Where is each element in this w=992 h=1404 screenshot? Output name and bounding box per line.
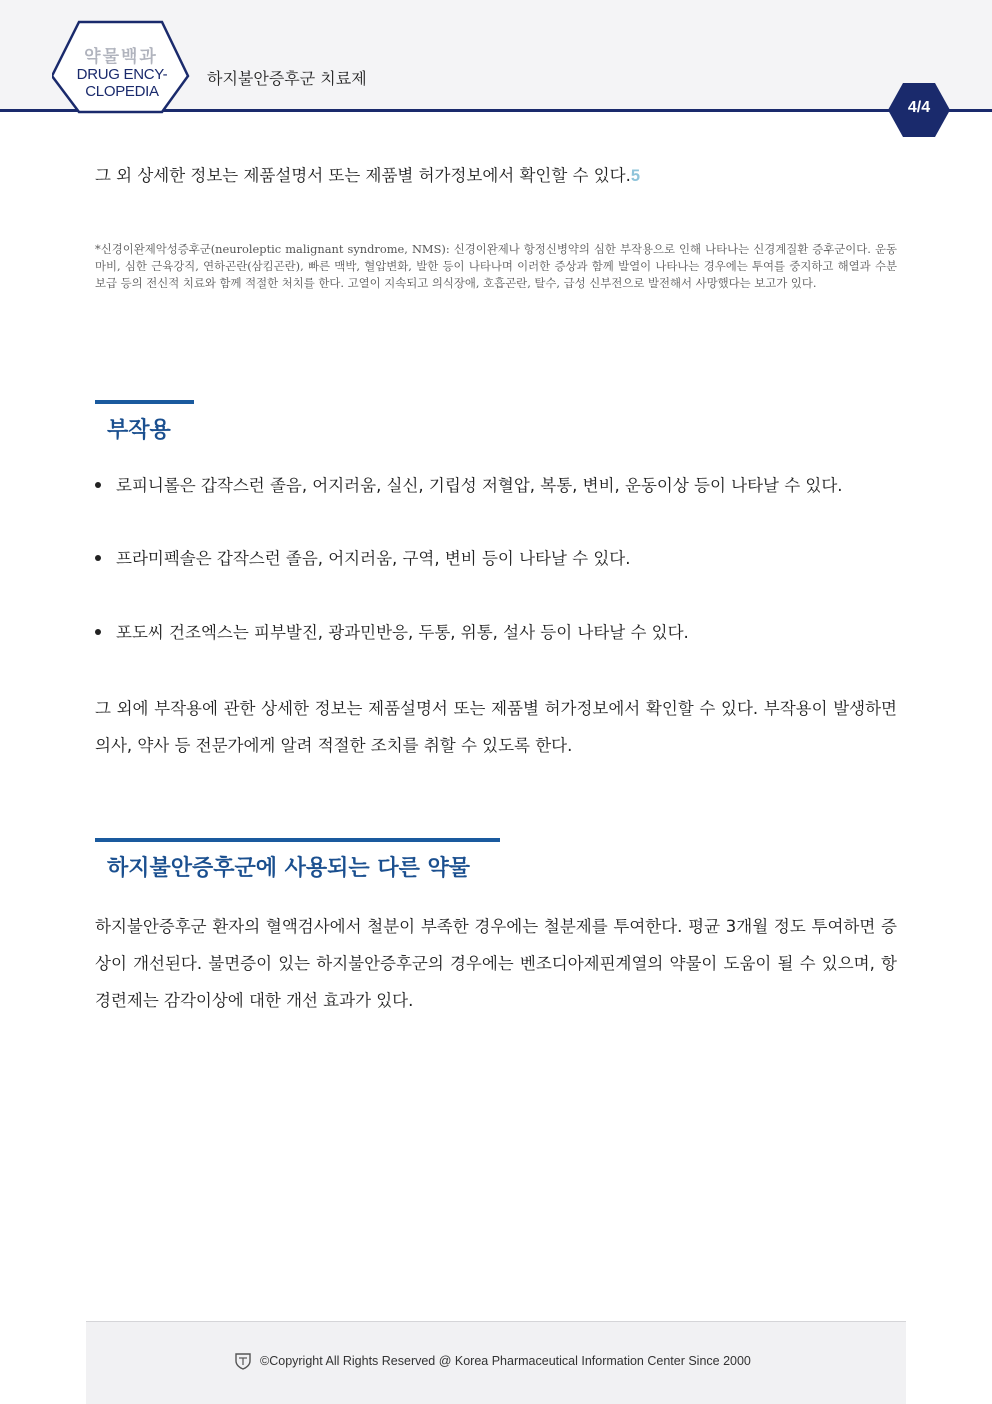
shield-emblem-icon	[235, 1352, 251, 1370]
page-indicator: 4/4	[907, 99, 931, 116]
intro-paragraph	[95, 162, 897, 186]
list-item	[95, 472, 897, 496]
list-item-text: 프라미펙솔은 갑작스런 졸음, 어지러움, 구역, 변비 등이 나타날 수 있다.	[116, 549, 631, 568]
list-item	[95, 619, 897, 643]
other-drugs-paragraph: 하지불안증후군 환자의 혈액검사에서 철분이 부족한 경우에는 철분제를 투여한다. 평균 3개월 정도 투여하면 증상이 개선된다. 불면증이 있는 하지불안증후군의 경우에는 벤조디아제핀계열의 약물이 도움이 될 수 있으며, 항경련제는 감각이상에 대한 개선 효과가 있다.	[95, 917, 897, 1010]
footer	[86, 1321, 906, 1404]
bullet-icon	[95, 629, 101, 635]
document-title: 하지불안증후군 치료제	[207, 69, 367, 88]
logo-korean-text: 약물백과	[84, 47, 158, 67]
section-title-side-effects: 부작용	[107, 418, 171, 443]
list-item-text: 포도씨 건조엑스는 피부발진, 광과민반응, 두통, 위통, 설사 등이 나타날 수 있다.	[116, 623, 689, 642]
section-title-other-drugs: 하지불안증후군에 사용되는 다른 약물	[107, 856, 471, 881]
intro-text: 그 외 상세한 정보는 제품설명서 또는 제품별 허가정보에서 확인할 수 있다.	[95, 166, 631, 185]
list-item-text: 로피니롤은 갑작스런 졸음, 어지러움, 실신, 기립성 저혈압, 복통, 변비, 운동이상 등이 나타날 수 있다.	[116, 476, 843, 495]
list-item	[95, 545, 897, 569]
side-effects-note: 그 외에 부작용에 관한 상세한 정보는 제품설명서 또는 제품별 허가정보에서 확인할 수 있다. 부작용이 발생하면 의사, 약사 등 전문가에게 알려 적절한 조치를 취할 수 있도록 한다.	[95, 699, 897, 755]
logo-english-text	[72, 66, 172, 100]
section-bar-other-drugs	[95, 838, 500, 842]
bullet-icon	[95, 482, 101, 488]
section-bar-side-effects	[95, 400, 194, 404]
copyright-text: ©Copyright All Rights Reserved @ Korea Pharmaceutical Information Center Since 2000	[260, 1354, 751, 1368]
footnote: *신경이완제악성증후군(neuroleptic malignant syndrome, NMS): 신경이완제나 항정신병약의 심한 부작용으로 인해 나타나는 신경계질환 증후군이다. 운동 마비, 심한 근육강직, 연하곤란(삼킴곤란), 빠른 맥박, 혈압변화, 발한 등이 나타나며 이러한 증상과 함께 발열이 나타나는 경우에는 투여를 중지하고 해열과 수분 보급 등의 전신적 치료와 함께 적절한 처치를 한다. 고열이 지속되고 의식장애, 호흡곤란, 탈수, 급성 신부전으로 발전해서 사망했다는 보고가 있다.	[95, 242, 897, 290]
bullet-icon	[95, 555, 101, 561]
reference-marker[interactable]: 5	[630, 167, 641, 185]
logo-english-line-1: DRUG ENCY-	[76, 66, 168, 83]
logo-english-line-2: CLOPEDIA	[85, 83, 159, 100]
